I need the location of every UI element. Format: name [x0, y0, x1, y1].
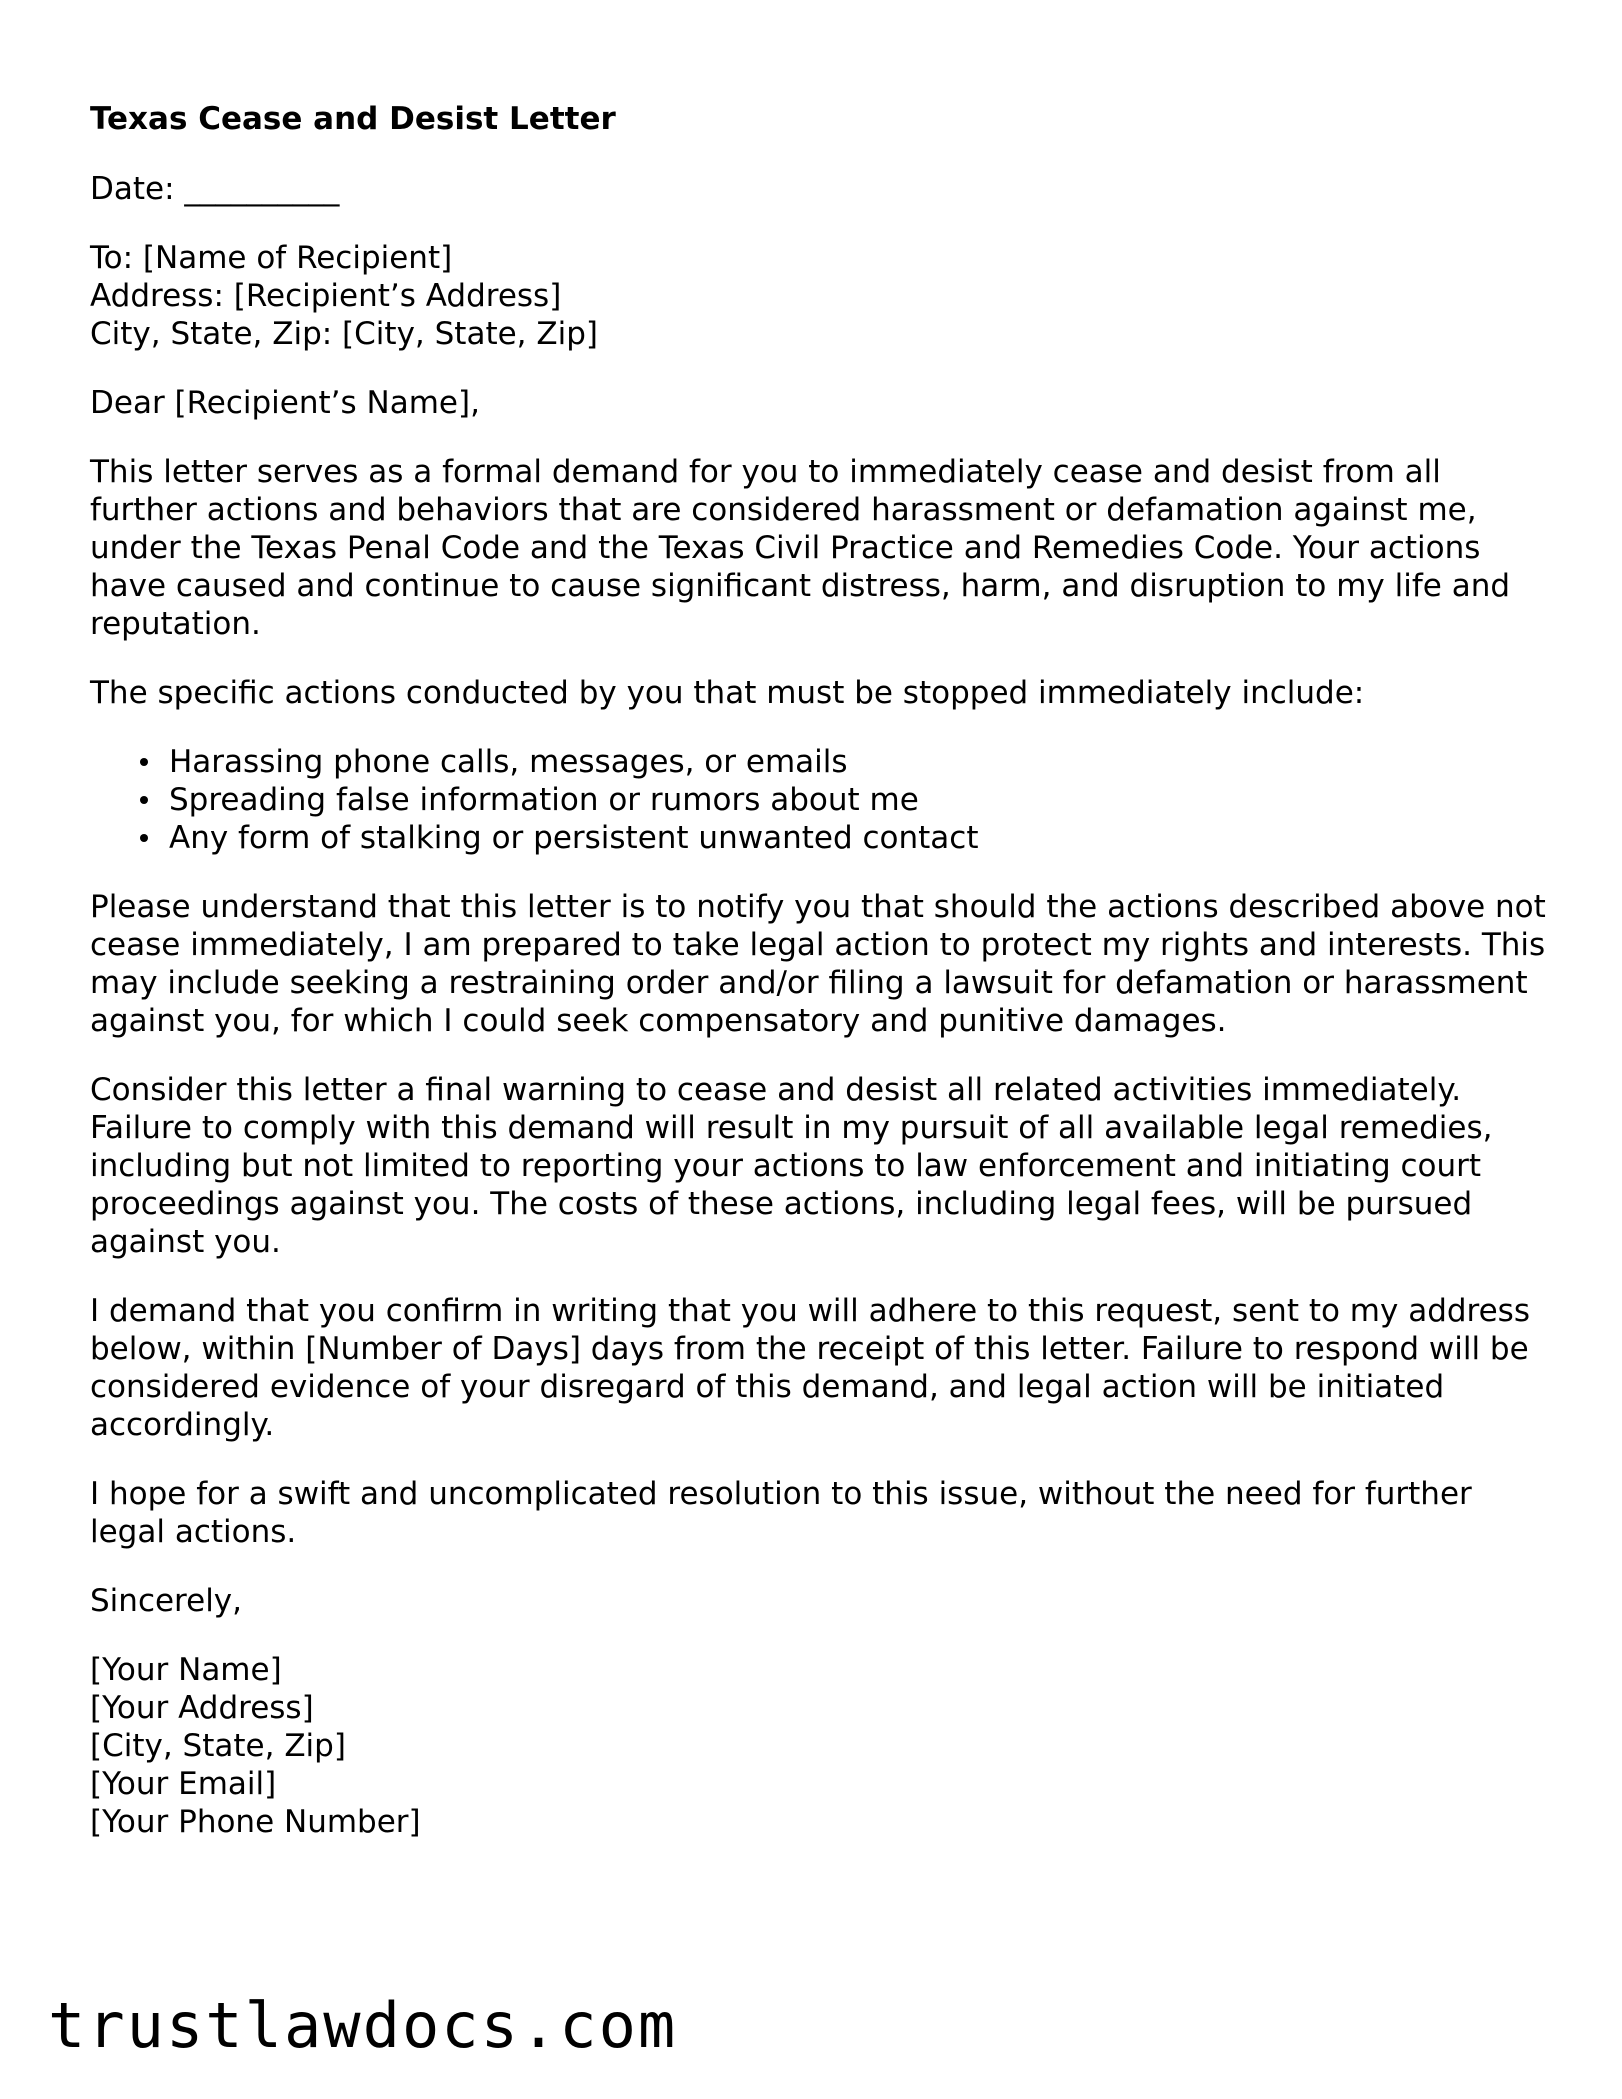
sender-name: [Your Name] [90, 1652, 282, 1688]
letter-page [90, 100, 1550, 1872]
sender-phone: [Your Phone Number] [90, 1804, 421, 1840]
list-item: Spreading false information or rumors about me [169, 781, 1550, 819]
document-title: Texas Cease and Desist Letter [90, 101, 616, 137]
recipient-city: City, State, Zip: [City, State, Zip] [90, 316, 599, 352]
paragraph-demand: This letter serves as a formal demand for you to immediately cease and desist from all further actions and behaviors that are considered harassment or defamation against me, under the Texas Penal Code and the Texas Civil Practice and Remedies Code. Your actions have caused and continue to cause significant distress, harm, and disruption to my life and reputation. [90, 454, 1511, 642]
paragraph-resolution: I hope for a swift and uncomplicated resolution to this issue, without the need for further legal actions. [90, 1476, 1472, 1550]
sender-address: [Your Address] [90, 1690, 314, 1726]
paragraph-final-warning: Consider this letter a final warning to cease and desist all related activities immediately. Failure to comply with this demand will result in my pursuit of all available legal remedies, including but not limited to reporting your actions to law enforcement and initiating court proceedings against you. The costs of these actions, including legal fees, will be pursued against you. [90, 1072, 1493, 1260]
salutation: Dear [Recipient’s Name], [90, 385, 480, 421]
sender-block [90, 1651, 1550, 1841]
paragraph-confirmation: I demand that you confirm in writing that you will adhere to this request, sent to my address below, within [Number of Days] days from the receipt of this letter. Failure to respond will be considered evidence of your disregard of this demand, and legal action will be initiated accordingly. [90, 1293, 1530, 1443]
site-watermark: trustlawdocs.com [48, 1989, 678, 2062]
recipient-address: Address: [Recipient’s Address] [90, 278, 562, 314]
sender-city: [City, State, Zip] [90, 1728, 346, 1764]
list-item: Harassing phone calls, messages, or emails [169, 743, 1550, 781]
recipient-block [90, 239, 1550, 353]
sender-email: [Your Email] [90, 1766, 277, 1802]
closing: Sincerely, [90, 1583, 243, 1619]
paragraph-legal-action: Please understand that this letter is to notify you that should the actions described above not cease immediately, I am prepared to take legal action to protect my rights and interests. This may include seeking a restraining order and/or filing a lawsuit for defamation or harassment against you, for which I could seek compensatory and punitive damages. [90, 889, 1546, 1039]
list-item: Any form of stalking or persistent unwanted contact [169, 819, 1550, 857]
actions-intro: The specific actions conducted by you that must be stopped immediately include: [90, 675, 1365, 711]
actions-list [90, 743, 1550, 857]
recipient-name: To: [Name of Recipient] [90, 240, 453, 276]
date-line: Date: __________ [90, 171, 340, 207]
